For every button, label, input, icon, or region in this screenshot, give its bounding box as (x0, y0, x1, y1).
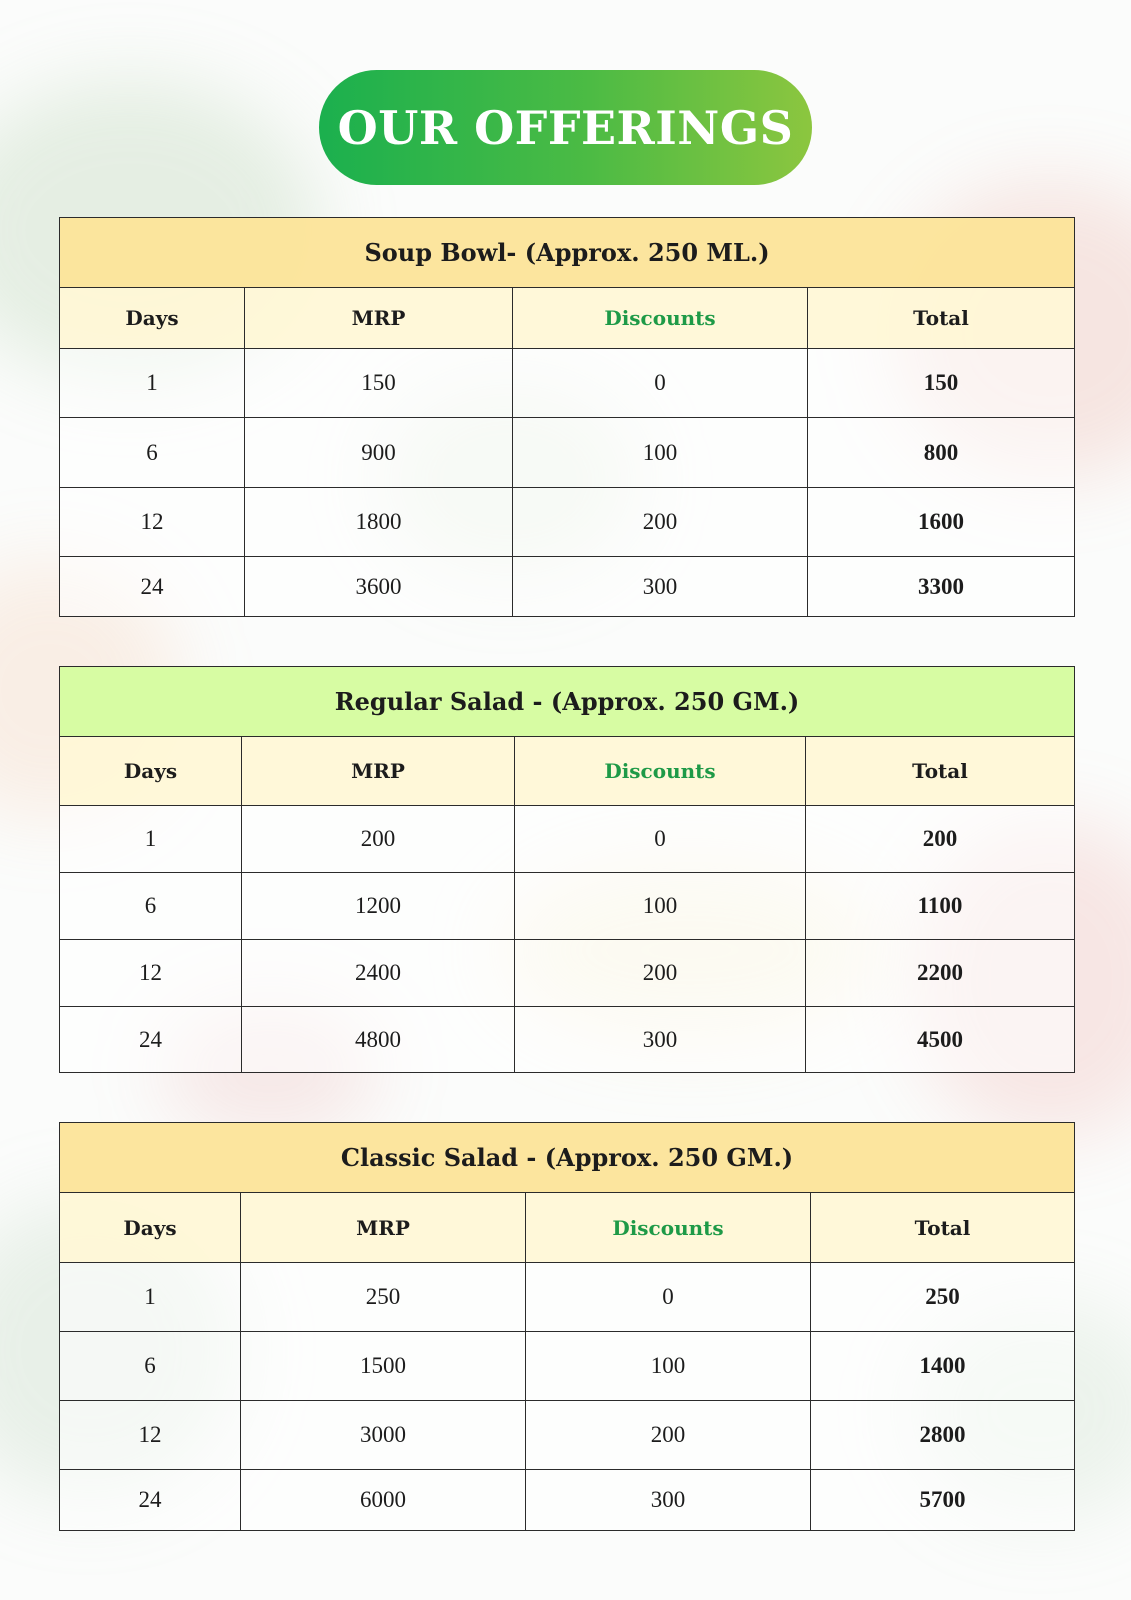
cell-days: 12 (60, 1401, 241, 1470)
cell-discount: 300 (526, 1470, 811, 1531)
cell-total: 1600 (808, 488, 1075, 557)
cell-total: 1400 (811, 1332, 1075, 1401)
cell-discount: 100 (526, 1332, 811, 1401)
cell-discount: 0 (515, 806, 806, 873)
table-caption: Regular Salad - (Approx. 250 GM.) (60, 667, 1075, 737)
cell-discount: 300 (515, 1007, 806, 1073)
header-total: Total (806, 737, 1075, 806)
cell-days: 6 (60, 418, 245, 488)
cell-mrp: 6000 (241, 1470, 526, 1531)
cell-days: 1 (60, 1263, 241, 1332)
cell-mrp: 1800 (245, 488, 513, 557)
page-title: OUR OFFERINGS (337, 100, 794, 155)
soup-bowl-table (59, 217, 1075, 617)
header-mrp: MRP (245, 288, 513, 349)
table-row (60, 940, 1075, 1007)
table-row (60, 1332, 1075, 1401)
table-header-row (60, 737, 1075, 806)
table-row (60, 1263, 1075, 1332)
table-caption: Classic Salad - (Approx. 250 GM.) (60, 1123, 1075, 1193)
cell-total: 800 (808, 418, 1075, 488)
cell-discount: 0 (526, 1263, 811, 1332)
cell-days: 12 (60, 940, 242, 1007)
cell-total: 200 (806, 806, 1075, 873)
cell-total: 2200 (806, 940, 1075, 1007)
table-row (60, 557, 1075, 617)
cell-total: 5700 (811, 1470, 1075, 1531)
cell-mrp: 1500 (241, 1332, 526, 1401)
header-mrp: MRP (242, 737, 515, 806)
header-days: Days (60, 737, 242, 806)
header-mrp: MRP (241, 1193, 526, 1263)
cell-discount: 300 (513, 557, 808, 617)
table-row (60, 418, 1075, 488)
cell-mrp: 3600 (245, 557, 513, 617)
cell-days: 6 (60, 873, 242, 940)
cell-discount: 100 (515, 873, 806, 940)
table-row (60, 1007, 1075, 1073)
cell-discount: 200 (526, 1401, 811, 1470)
cell-days: 12 (60, 488, 245, 557)
cell-days: 24 (60, 557, 245, 617)
header-discounts: Discounts (515, 737, 806, 806)
cell-total: 3300 (808, 557, 1075, 617)
cell-mrp: 200 (242, 806, 515, 873)
regular-salad-table (59, 666, 1075, 1073)
table-row (60, 1401, 1075, 1470)
table-row (60, 1470, 1075, 1531)
table-row (60, 806, 1075, 873)
cell-mrp: 250 (241, 1263, 526, 1332)
table-header-row (60, 1193, 1075, 1263)
cell-mrp: 900 (245, 418, 513, 488)
header-discounts: Discounts (526, 1193, 811, 1263)
table-header-row (60, 288, 1075, 349)
cell-mrp: 3000 (241, 1401, 526, 1470)
cell-total: 150 (808, 349, 1075, 418)
table-caption: Soup Bowl- (Approx. 250 ML.) (60, 218, 1075, 288)
cell-days: 24 (60, 1007, 242, 1073)
cell-total: 250 (811, 1263, 1075, 1332)
cell-total: 2800 (811, 1401, 1075, 1470)
table-row (60, 488, 1075, 557)
header-total: Total (811, 1193, 1075, 1263)
cell-days: 1 (60, 806, 242, 873)
cell-total: 1100 (806, 873, 1075, 940)
table-row (60, 873, 1075, 940)
table-row (60, 349, 1075, 418)
table-caption-row (60, 218, 1075, 288)
title-banner (319, 70, 812, 185)
cell-days: 24 (60, 1470, 241, 1531)
cell-days: 1 (60, 349, 245, 418)
header-total: Total (808, 288, 1075, 349)
cell-discount: 100 (513, 418, 808, 488)
cell-mrp: 150 (245, 349, 513, 418)
cell-discount: 0 (513, 349, 808, 418)
cell-total: 4500 (806, 1007, 1075, 1073)
cell-discount: 200 (513, 488, 808, 557)
cell-mrp: 4800 (242, 1007, 515, 1073)
header-discounts: Discounts (513, 288, 808, 349)
cell-mrp: 1200 (242, 873, 515, 940)
cell-discount: 200 (515, 940, 806, 1007)
table-caption-row (60, 667, 1075, 737)
header-days: Days (60, 288, 245, 349)
classic-salad-table (59, 1122, 1075, 1531)
cell-days: 6 (60, 1332, 241, 1401)
cell-mrp: 2400 (242, 940, 515, 1007)
table-caption-row (60, 1123, 1075, 1193)
header-days: Days (60, 1193, 241, 1263)
